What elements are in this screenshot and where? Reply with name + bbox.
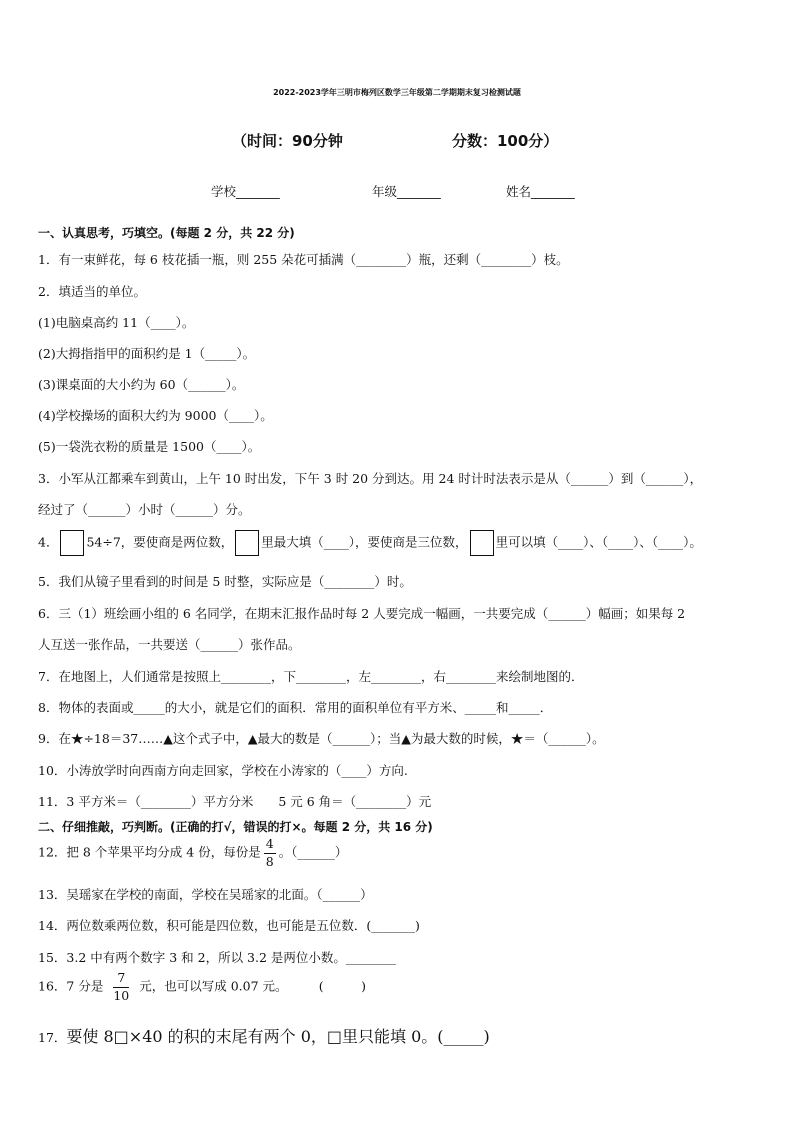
- question-2-1: (1)电脑桌高约 11（____）。: [38, 315, 195, 330]
- question-4-number: 4．: [38, 534, 59, 550]
- question-2-4: (4)学校操场的面积大约为 9000（____）。: [38, 408, 273, 423]
- question-14: 14．两位数乘两位数，积可能是四位数，也可能是五位数．(_______): [38, 918, 420, 933]
- question-4-part-a: 54÷7，要使商是两位数，: [86, 534, 234, 550]
- page-title: 2022-2023学年三明市梅列区数学三年级第二学期期末复习检测试题: [273, 88, 521, 97]
- question-4: [38, 530, 702, 556]
- fraction-numerator: 7: [113, 972, 129, 988]
- question-2-5: (5)一袋洗衣粉的质量是 1500（____）。: [38, 439, 261, 454]
- question-15: 15．3.2 中有两个数字 3 和 2，所以 3.2 是两位小数。________: [38, 950, 396, 965]
- exam-score: 分数：100分）: [452, 132, 559, 150]
- question-2-3: (3)课桌面的大小约为 60（______）。: [38, 377, 245, 392]
- question-16: [38, 972, 366, 1002]
- question-4-part-b: 里最大填（____），要使商是三位数，: [261, 534, 468, 550]
- section-heading-judge: 二、仔细推敲，巧判断。(正确的打√，错误的打×。每题 2 分，共 16 分): [38, 820, 433, 834]
- fraction-numerator: 4: [264, 838, 276, 854]
- question-17: [38, 1024, 490, 1047]
- grade-field: 年级_______: [372, 184, 441, 199]
- name-field: 姓名_______: [506, 184, 575, 199]
- question-17-text: 要使 8□×40 的积的末尾有两个 0，□里只能填 0。(_____): [66, 1027, 490, 1046]
- question-13: 13．吴瑶家在学校的南面，学校在吴瑶家的北面。（______）: [38, 887, 373, 902]
- question-3-line-1: 3．小军从江都乘车到黄山，上午 10 时出发，下午 3 时 20 分到达。用 24 时计时法表示是从（______）到（______），: [38, 471, 703, 486]
- fraction: [264, 838, 276, 868]
- question-6-line-1: 6．三（1）班绘画小组的 6 名同学，在期末汇报作品时每 2 人要完成一幅画，一共要完成（______）幅画；如果每 2: [38, 606, 686, 621]
- section-heading-fill: 一、认真思考，巧填空。(每题 2 分，共 22 分): [38, 226, 295, 240]
- question-17-number: 17．: [38, 1030, 67, 1045]
- question-6-line-2: 人互送一张作品，一共要送（______）张作品。: [38, 637, 301, 652]
- school-field: 学校_______: [211, 184, 280, 199]
- question-5: 5．我们从镜子里看到的时间是 5 时整，实际应是（________）时。: [38, 574, 412, 589]
- exam-time: （时间：90分钟: [232, 132, 343, 150]
- fraction: [113, 972, 129, 1002]
- blank-box: [235, 530, 259, 556]
- blank-box: [470, 530, 494, 556]
- question-9: 9．在★÷18＝37……▲这个式子中，▲最大的数是（______）；当▲为最大数的时候，★＝（______）。: [38, 731, 605, 746]
- question-12: [38, 838, 347, 868]
- question-3-line-2: 经过了（______）小时（______）分。: [38, 502, 251, 517]
- question-8: 8．物体的表面或_____的大小，就是它们的面积．常用的面积单位有平方米、_____和_____．: [38, 700, 553, 715]
- question-7: 7．在地图上，人们通常是按照上________，下________，左________，右________来绘制地图的．: [38, 669, 584, 684]
- question-16-part-b: 元，也可以写成 0.07 元。 ( ): [139, 978, 367, 994]
- question-2-2: (2)大拇指指甲的面积约是 1（_____）。: [38, 346, 256, 361]
- question-16-part-a: 16．7 分是: [38, 978, 104, 994]
- question-2: 2．填适当的单位。: [38, 284, 146, 299]
- question-10: 10．小涛放学时向西南方向走回家，学校在小涛家的（____）方向.: [38, 763, 408, 778]
- question-12-part-b: 。（______）: [278, 844, 348, 860]
- blank-box: [60, 530, 84, 556]
- question-4-part-c: 里可以填（____）、（____）、（____）。: [495, 534, 702, 550]
- question-12-part-a: 12．把 8 个苹果平均分成 4 份，每份是: [38, 844, 261, 860]
- question-1: 1．有一束鲜花，每 6 枝花插一瓶，则 255 朵花可插满（________）瓶，还剩（________）枝。: [38, 252, 569, 267]
- fraction-denominator: 10: [113, 987, 130, 1003]
- fraction-denominator: 8: [265, 853, 274, 869]
- question-11: 11．3 平方米＝（________）平方分米 5 元 6 角＝（________）元: [38, 794, 432, 809]
